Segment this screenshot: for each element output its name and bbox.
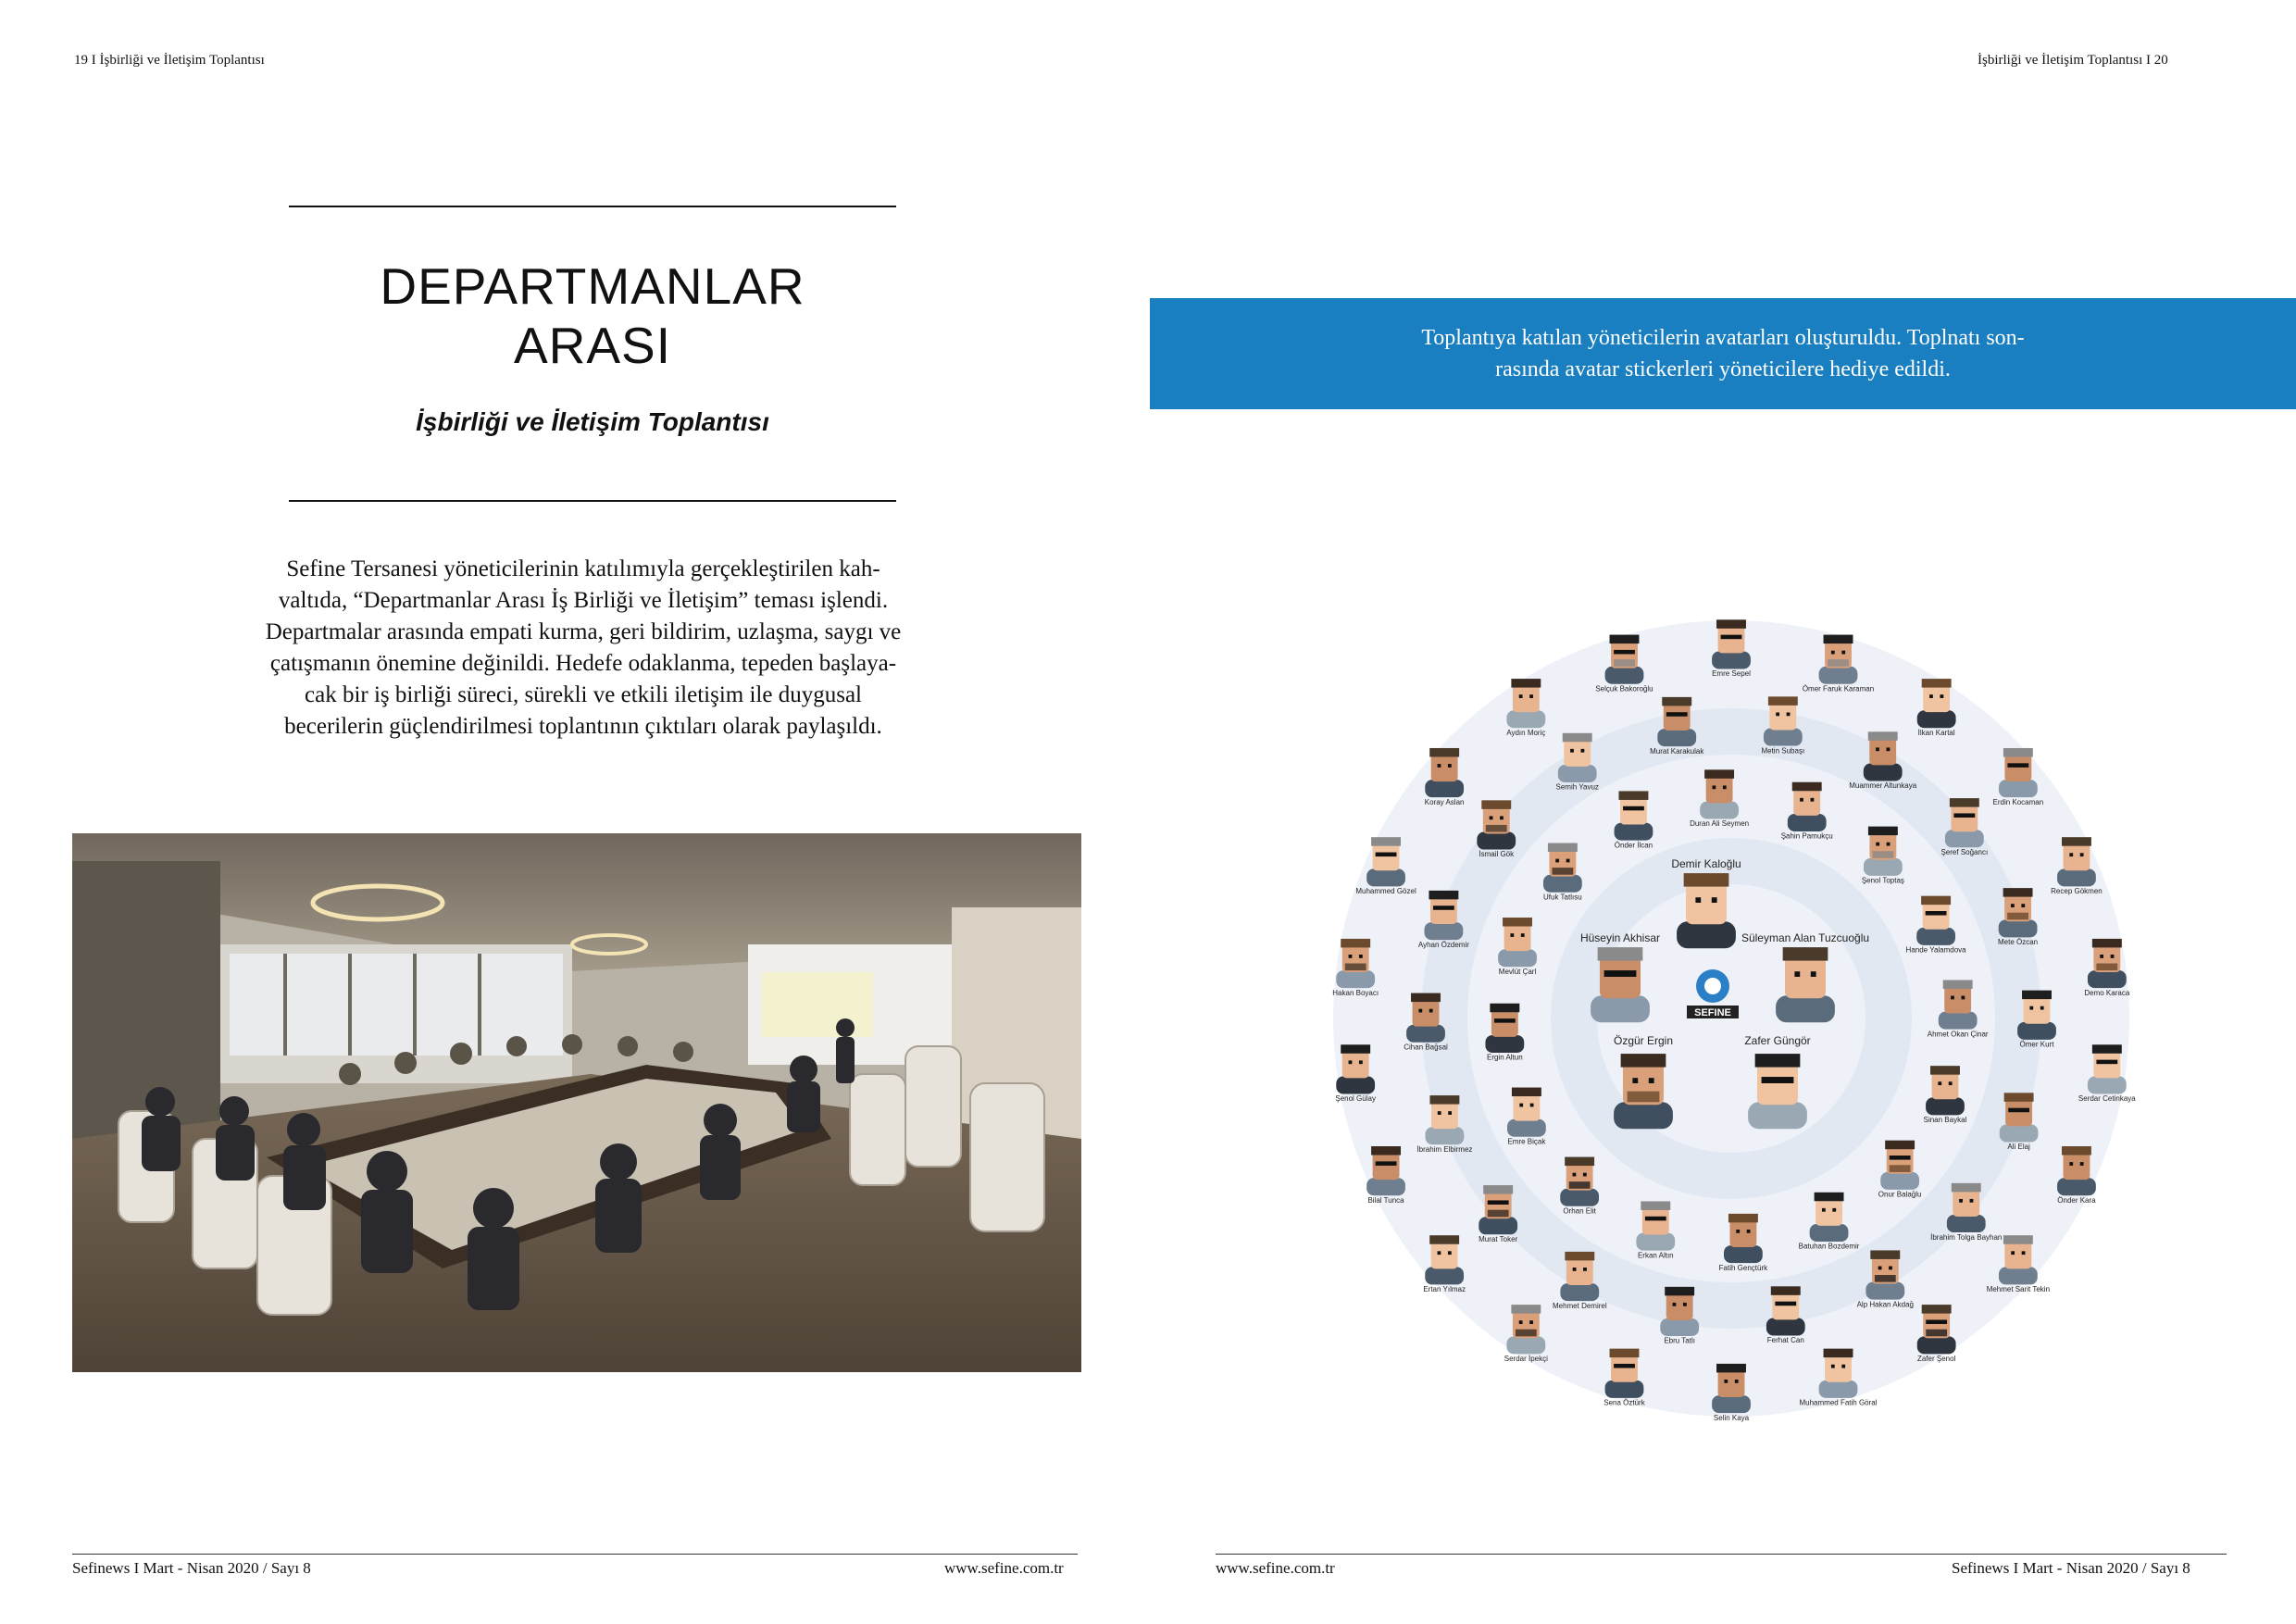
core-member-name: Hüseyin Akhisar bbox=[1579, 931, 1661, 944]
avatar-name-label: Sena Öztürk bbox=[1603, 1398, 1645, 1407]
avatar-name-label: Ergin Altun bbox=[1486, 1053, 1523, 1062]
core-member-name: Zafer Güngör bbox=[1744, 1034, 1811, 1047]
banner-line: Toplantıya katılan yöneticilerin avatarları oluşturuldu. Toplnatı son- bbox=[1421, 326, 2025, 350]
title-top-rule bbox=[289, 206, 896, 207]
avatar-name-label: Mete Özcan bbox=[1998, 938, 2039, 947]
avatar-name-label: Şeref Soğancı bbox=[1940, 848, 1989, 857]
left-footer-issue: Sefinews I Mart - Nisan 2020 / Sayı 8 bbox=[72, 1559, 311, 1577]
left-footer-url[interactable]: www.sefine.com.tr bbox=[944, 1559, 1064, 1577]
avatar-name-label: Recep Gökmen bbox=[2051, 887, 2103, 896]
avatar-name-label: Hakan Boyacı bbox=[1332, 988, 1379, 997]
intro-line: Departmalar arasında empati kurma, geri bildirim, uzlaşma, saygı ve bbox=[265, 619, 902, 644]
avatar-name-label: Batuhan Bozdemir bbox=[1798, 1242, 1860, 1251]
avatar-name-label: Erkan Altın bbox=[1637, 1251, 1674, 1260]
meeting-photo bbox=[72, 833, 1081, 1372]
avatar-name-label: Ebru Tatlı bbox=[1664, 1336, 1695, 1345]
core-member-name: Süleyman Alan Tuzcuoğlu bbox=[1741, 931, 1870, 944]
avatar-name-label: Mehmet Demirel bbox=[1552, 1301, 1607, 1310]
avatar-name-label: Muammer Altunkaya bbox=[1849, 781, 1917, 791]
avatar-name-label: Demo Karaca bbox=[2084, 988, 2130, 997]
avatar-name-label: Metin Subaşı bbox=[1761, 746, 1805, 756]
caption-banner bbox=[1150, 298, 2296, 409]
avatar-name-label: Fatih Gençtürk bbox=[1718, 1263, 1768, 1272]
page-subtitle: İşbirliği ve İletişim Toplantısı bbox=[416, 407, 769, 436]
avatar-name-label: Hande Yalamdova bbox=[1905, 945, 1966, 955]
avatar-name-label: Selçuk Bakoroğlu bbox=[1595, 684, 1653, 693]
left-footer-rule bbox=[72, 1554, 1078, 1555]
avatar-name-label: Erdin Kocaman bbox=[1992, 797, 2044, 806]
avatar-name-label: Bilal Tunca bbox=[1367, 1195, 1404, 1205]
avatar-name-label: Emre Biçak bbox=[1507, 1137, 1546, 1146]
avatar-name-label: Murat Toker bbox=[1479, 1234, 1518, 1243]
logo-text: SEFINE bbox=[1694, 1007, 1731, 1018]
avatar-name-label: Semih Yavuz bbox=[1555, 782, 1599, 792]
intro-line: Sefine Tersanesi yöneticilerinin katılımıyla gerçekleştirilen kah- bbox=[286, 556, 880, 581]
intro-paragraph bbox=[222, 554, 944, 743]
avatar-name-label: Onur Balağlu bbox=[1878, 1190, 1922, 1199]
avatar-name-label: Ömer Kurt bbox=[2019, 1040, 2054, 1049]
avatar-name-label: İsmail Gök bbox=[1479, 850, 1515, 859]
avatar-name-label: Orhan Elit bbox=[1563, 1206, 1596, 1216]
avatar-name-label: Koray Aslan bbox=[1424, 797, 1465, 806]
avatar-name-label: Şahin Pamukçu bbox=[1780, 831, 1833, 841]
avatar-name-label: Emre Sepel bbox=[1712, 669, 1751, 679]
title-bottom-rule bbox=[289, 500, 896, 502]
avatar-name-label: Muhammed Gözel bbox=[1355, 887, 1416, 896]
meeting-room-illustration bbox=[72, 833, 1081, 1372]
intro-line: becerilerin güçlendirilmesi toplantının çıktıları olarak paylaşıldı. bbox=[284, 714, 882, 739]
avatar-name-label: Mevlüt Çarl bbox=[1498, 967, 1537, 976]
avatar-name-label: Ayhan Özdemir bbox=[1417, 940, 1469, 949]
right-footer-issue: Sefinews I Mart - Nisan 2020 / Sayı 8 bbox=[1952, 1559, 2190, 1577]
avatar-name-label: İbrahim Tolga Bayhan bbox=[1930, 1232, 2003, 1242]
right-footer-rule bbox=[1216, 1554, 2227, 1555]
avatar-name-label: Selin Kaya bbox=[1713, 1413, 1750, 1422]
avatar-name-label: Şenol Gülay bbox=[1335, 1094, 1376, 1104]
avatar-name-label: Mehmet Sarit Tekin bbox=[1986, 1285, 2051, 1294]
avatar-name-label: Muhammed Fatih Göral bbox=[1799, 1398, 1878, 1407]
avatar-name-label: Serdar İpekçi bbox=[1504, 1355, 1548, 1364]
page-title-line2: ARASI bbox=[513, 317, 672, 374]
avatar-name-label: Ömer Faruk Karaman bbox=[1802, 684, 1875, 693]
avatar-name-label: Serdar Cetinkaya bbox=[2078, 1094, 2136, 1104]
avatar-name-label: Ferhat Can bbox=[1766, 1336, 1804, 1345]
avatar-name-label: Zafer Şenol bbox=[1916, 1355, 1956, 1364]
avatar-name-label: Önder İlcan bbox=[1614, 841, 1653, 850]
avatar-name-label: İbrahim Elbirmez bbox=[1416, 1144, 1473, 1154]
avatar-name-label: Murat Karakulak bbox=[1650, 746, 1704, 756]
avatar-name-label: Ufuk Tatlısu bbox=[1543, 893, 1582, 902]
avatar-name-label: Cihan Bağsal bbox=[1404, 1043, 1448, 1052]
core-member-name: Demir Kaloğlu bbox=[1671, 857, 1741, 870]
right-running-head: İşbirliği ve İletişim Toplantısı I 20 bbox=[1978, 53, 2168, 68]
avatar-name-label: Şenol Toptaş bbox=[1861, 876, 1904, 885]
avatar-name-label: Duran Ali Seymen bbox=[1690, 819, 1750, 829]
avatar-name-label: İlkan Kartal bbox=[1917, 728, 1955, 737]
avatar-name-label: Ertan Yılmaz bbox=[1423, 1285, 1466, 1294]
right-footer-url[interactable]: www.sefine.com.tr bbox=[1216, 1559, 1335, 1577]
avatar-constellation bbox=[1231, 556, 2231, 1463]
intro-line: valtıda, “Departmanlar Arası İş Birliği ve İletişim” teması işlendi. bbox=[278, 588, 889, 613]
intro-line: çatışmanın önemine değinildi. Hedefe odaklanma, tepeden başlaya- bbox=[269, 651, 897, 676]
avatar-name-label: Aydın Moriç bbox=[1506, 728, 1546, 737]
intro-line: cak bir iş birliği süreci, sürekli ve etkili iletişim ile duygusal bbox=[305, 682, 862, 707]
avatar-name-label: Ali Elaj bbox=[2007, 1143, 2030, 1152]
avatar-name-label: Alp Hakan Akdağ bbox=[1856, 1300, 1914, 1309]
core-member-name: Özgür Ergin bbox=[1613, 1034, 1674, 1047]
page-title-line1: DEPARTMANLAR bbox=[380, 257, 805, 315]
left-running-head: 19 I İşbirliği ve İletişim Toplantısı bbox=[74, 53, 265, 68]
avatar-name-label: Ahmet Okan Çinar bbox=[1927, 1030, 1989, 1039]
avatar-name-label: Önder Kara bbox=[2057, 1195, 2096, 1205]
avatar-name-label: Sinan Baykal bbox=[1923, 1116, 1967, 1125]
banner-line: rasında avatar stickerleri yöneticilere hediye edildi. bbox=[1495, 357, 1951, 381]
